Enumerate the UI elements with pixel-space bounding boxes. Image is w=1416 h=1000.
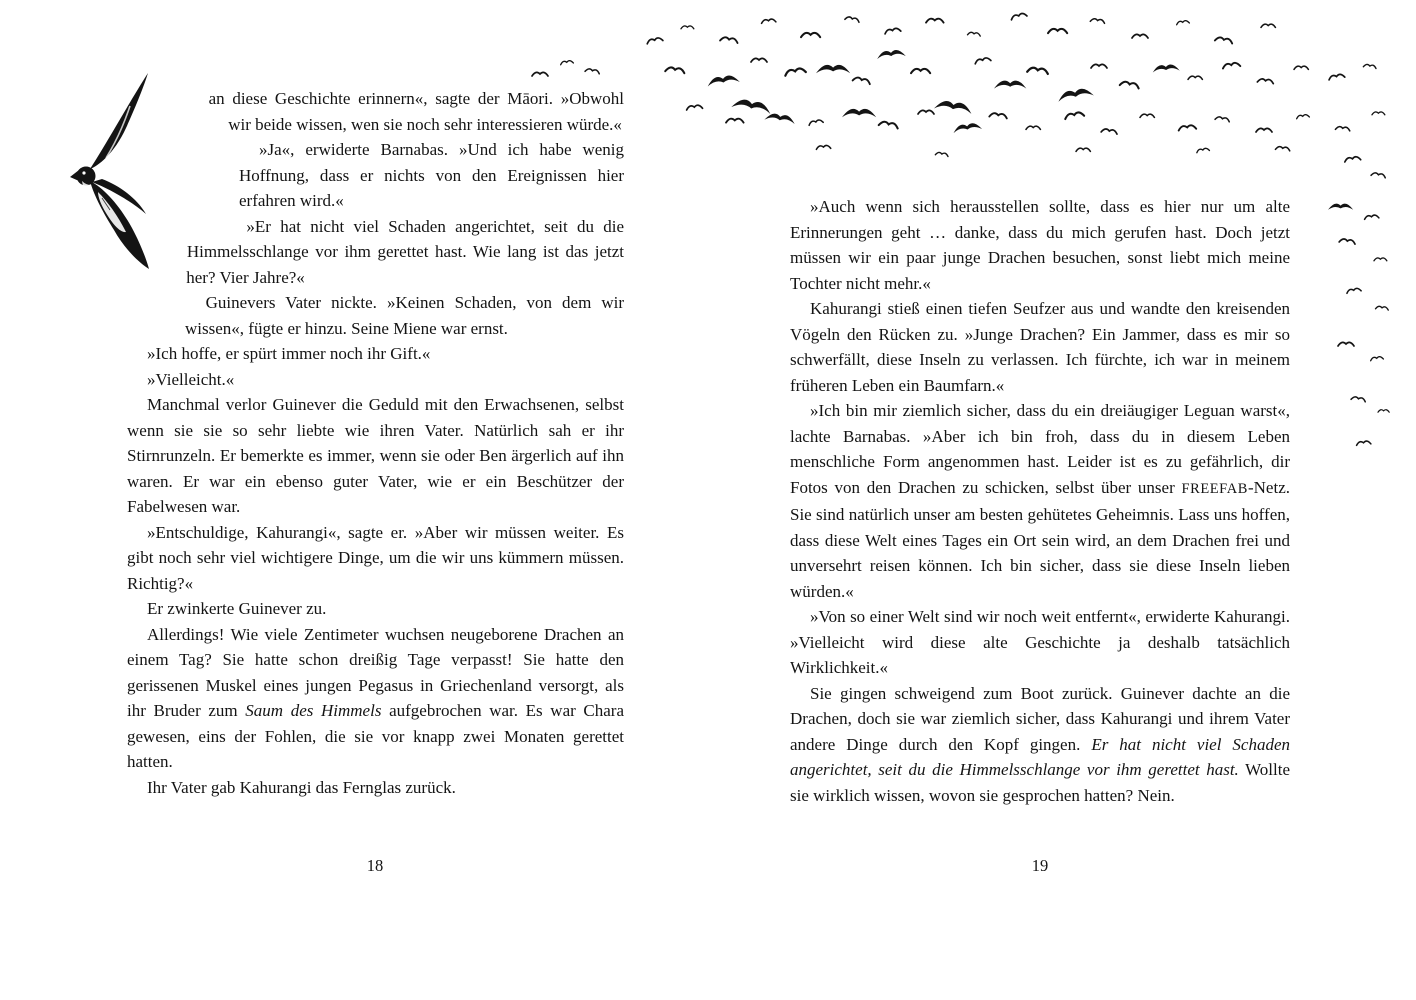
- text-segment: »Ich hoffe, er spürt immer noch ihr Gift.«: [147, 344, 431, 363]
- page-left-text: [127, 86, 624, 800]
- text-segment: Wollte sie wirklich wissen, wovon sie gesprochen hatten? Nein.: [790, 760, 1290, 805]
- page-right-text: [790, 194, 1290, 808]
- text-segment: aufgebrochen war. Es war Chara gewesen, eins der Fohlen, die sie vor knapp zwei Monaten gerettet hatten.: [127, 701, 624, 771]
- text-segment: Saum des Himmels: [245, 701, 382, 720]
- text-segment: »Vielleicht.«: [147, 369, 235, 389]
- paragraph: [790, 681, 1290, 809]
- text-segment: Sie gingen schweigend zum Boot zurück. Guinever dachte an die Drachen, doch sie war ziemlich sicher, dass Kahurangi und ihrem Vater andere Dinge durch den Kopf gingen.: [790, 683, 1290, 754]
- paragraph: [127, 520, 624, 597]
- text-segment: »Ich bin mir ziemlich sicher, dass du ein dreiäugiger Leguan warst«, lachte Barnabas. »Aber ich bin froh, dass du in diesem Leben menschliche Form angenommen hast. Leider ist es zu gefährlich, dir Fotos von den Drachen zu schicken, selbst über unser: [790, 401, 1290, 497]
- text-segment: Er hat nicht viel Schaden angerichtet, seit du die Himmelsschlange vor ihm gerettet hast.: [790, 734, 1290, 779]
- text-segment: »Von so einer Welt sind wir noch weit entfernt«, erwiderte Kahurangi. »Vielleicht wird diese alte Geschichte ja deshalb tatsächlich Wirklichkeit.«: [790, 607, 1290, 677]
- paragraph: [127, 622, 624, 775]
- paragraph: [790, 296, 1290, 398]
- text-segment: »Er hat nicht viel Schaden angerichtet, seit du die Himmelsschlange vor ihm gerettet hast. Wie lang ist das jetzt her? Vier Jahre?«: [186, 216, 624, 287]
- text-segment: »Ja«, erwiderte Barnabas. »Und ich habe wenig Hoffnung, dass er nichts von den Ereignissen hier erfahren wird.«: [239, 140, 624, 210]
- text-segment: Kahurangi stieß einen tiefen Seufzer aus und wandte den kreisenden Vögeln den Rücken zu. »Junge Drachen? Ein Jammer, dass es mir so schwerfällt, diese Inseln zu verlassen. Ich fürchte, ich war in meinem früheren Leben ein Baumfarn.«: [790, 299, 1290, 395]
- paragraph: [790, 604, 1290, 681]
- paragraph: [790, 194, 1290, 296]
- paragraph: [127, 341, 624, 367]
- paragraph: [790, 398, 1290, 604]
- text-segment: Guinevers Vater nickte. »Keinen Schaden, von dem wir wissen«, fügte er hinzu. Seine Miene war ernst.: [185, 293, 624, 338]
- page-number-right: 19: [1031, 856, 1049, 875]
- paragraph: [127, 596, 624, 622]
- text-segment: Ihr Vater gab Kahurangi das Fernglas zurück.: [147, 777, 456, 797]
- text-segment: »Auch wenn sich herausstellen sollte, dass es hier nur um alte Erinnerungen geht … danke, dass du mich gerufen hast. Doch jetzt müssen wir ein paar junge Drachen besuchen, sonst liebt mich meine Tochter nicht mehr.«: [790, 197, 1290, 293]
- paragraph: [127, 367, 624, 393]
- text-segment: FREEFAB: [1181, 480, 1248, 497]
- text-segment: an diese Geschichte erinnern«, sagte der Māori. »Obwohl wir beide wissen, wen sie noch sehr interessieren würde.«: [208, 89, 624, 134]
- paragraph: [127, 392, 624, 520]
- page-number-left: 18: [366, 856, 384, 875]
- text-segment: -Netz. Sie sind natürlich unser am besten gehütetes Geheimnis. Lass uns hoffen, dass diese Welt eines Tages ein Ort sein wird, an dem Drachen frei und unversehrt reisen können. Ich bin sicher, dass sie diese Inseln lieben würden.«: [790, 477, 1290, 601]
- text-segment: Allerdings! Wie viele Zentimeter wuchsen neugeborene Drachen an einem Tag? Sie hatte schon dreißig Tage verpasst! Sie hatte den gerissenen Muskel eines jungen Pegasus in Griechenland versorgt, als ihr Bruder zum: [127, 624, 624, 720]
- text-segment: Er zwinkerte Guinever zu.: [147, 599, 327, 618]
- paragraph: [127, 775, 624, 801]
- text-segment: Manchmal verlor Guinever die Geduld mit den Erwachsenen, selbst wenn sie sie so sehr liebte wie ihren Vater. Natürlich sah er ihr Stirnrunzeln. Er bemerkte es immer, wenn sie oder Ben ärgerlich auf ihn waren. Er war ein ebenso guter Vater, wie er ein Beschützer der Fabelwesen war.: [127, 395, 624, 516]
- text-segment: »Entschuldige, Kahurangi«, sagte er. »Aber wir müssen weiter. Es gibt noch sehr viel wichtigere Dinge, um die wir uns kümmern müssen. Richtig?«: [127, 522, 624, 593]
